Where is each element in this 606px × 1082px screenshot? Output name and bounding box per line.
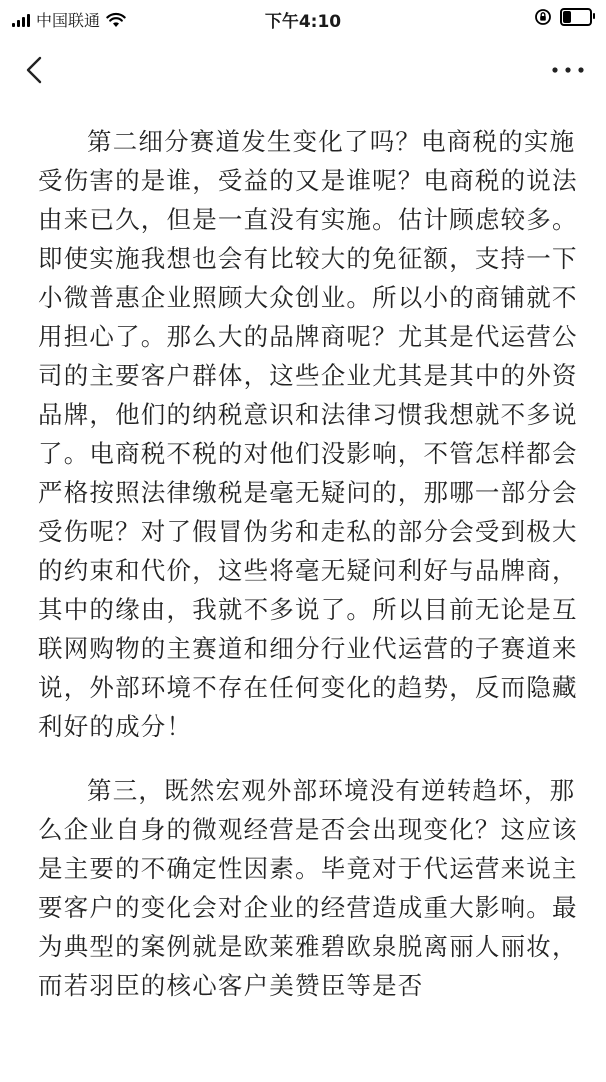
carrier-name: 中国联通 xyxy=(36,11,101,30)
battery-level xyxy=(563,11,571,23)
orientation-lock-icon xyxy=(534,8,552,26)
status-bar xyxy=(0,0,606,36)
more-horizontal-icon xyxy=(546,52,590,88)
article-body xyxy=(38,122,578,1005)
chevron-left-icon xyxy=(18,52,54,88)
status-time: 下午4:10 xyxy=(264,12,342,32)
more-button[interactable] xyxy=(546,52,590,88)
back-button[interactable] xyxy=(18,52,54,88)
article-paragraph: 第三，既然宏观外部环境没有逆转趋坏，那么企业自身的微观经营是否会出现变化？这应该是主要的不确定性因素。毕竟对于代运营来说主要客户的变化会对企业的经营造成重大影响。最为典型的案例就是欧莱雅碧欧泉脱离丽人丽妆，而若羽臣的核心客户美赞臣等是否 xyxy=(38,776,578,1000)
status-right xyxy=(534,8,592,26)
article-paragraph: 第二细分赛道发生变化了吗？电商税的实施受伤害的是谁，受益的又是谁呢？电商税的说法由来已久，但是一直没有实施。估计顾虑较多。即使实施我想也会有比较大的免征额，支持一下小微普惠企业照顾大众创业。所以小的商铺就不用担心了。那么大的品牌商呢？尤其是代运营公司的主要客户群体，这些企业尤其是其中的外资品牌，他们的纳税意识和法律习惯我想就不多说了。电商税不税的对他们没影响，不管怎样都会严格按照法律缴税是毫无疑问的，那哪一部分会受伤呢？对了假冒伪劣和走私的部分会受到极大的约束和代价，这些将毫无疑问利好与品牌商，其中的缘由，我就不多说了。所以目前无论是互联网购物的主赛道和细分行业代运营的子赛道来说，外部环境不存在任何变化的趋势，反而隐藏利好的成分！ xyxy=(38,127,578,741)
battery-icon xyxy=(560,8,592,26)
nav-bar xyxy=(0,40,606,100)
